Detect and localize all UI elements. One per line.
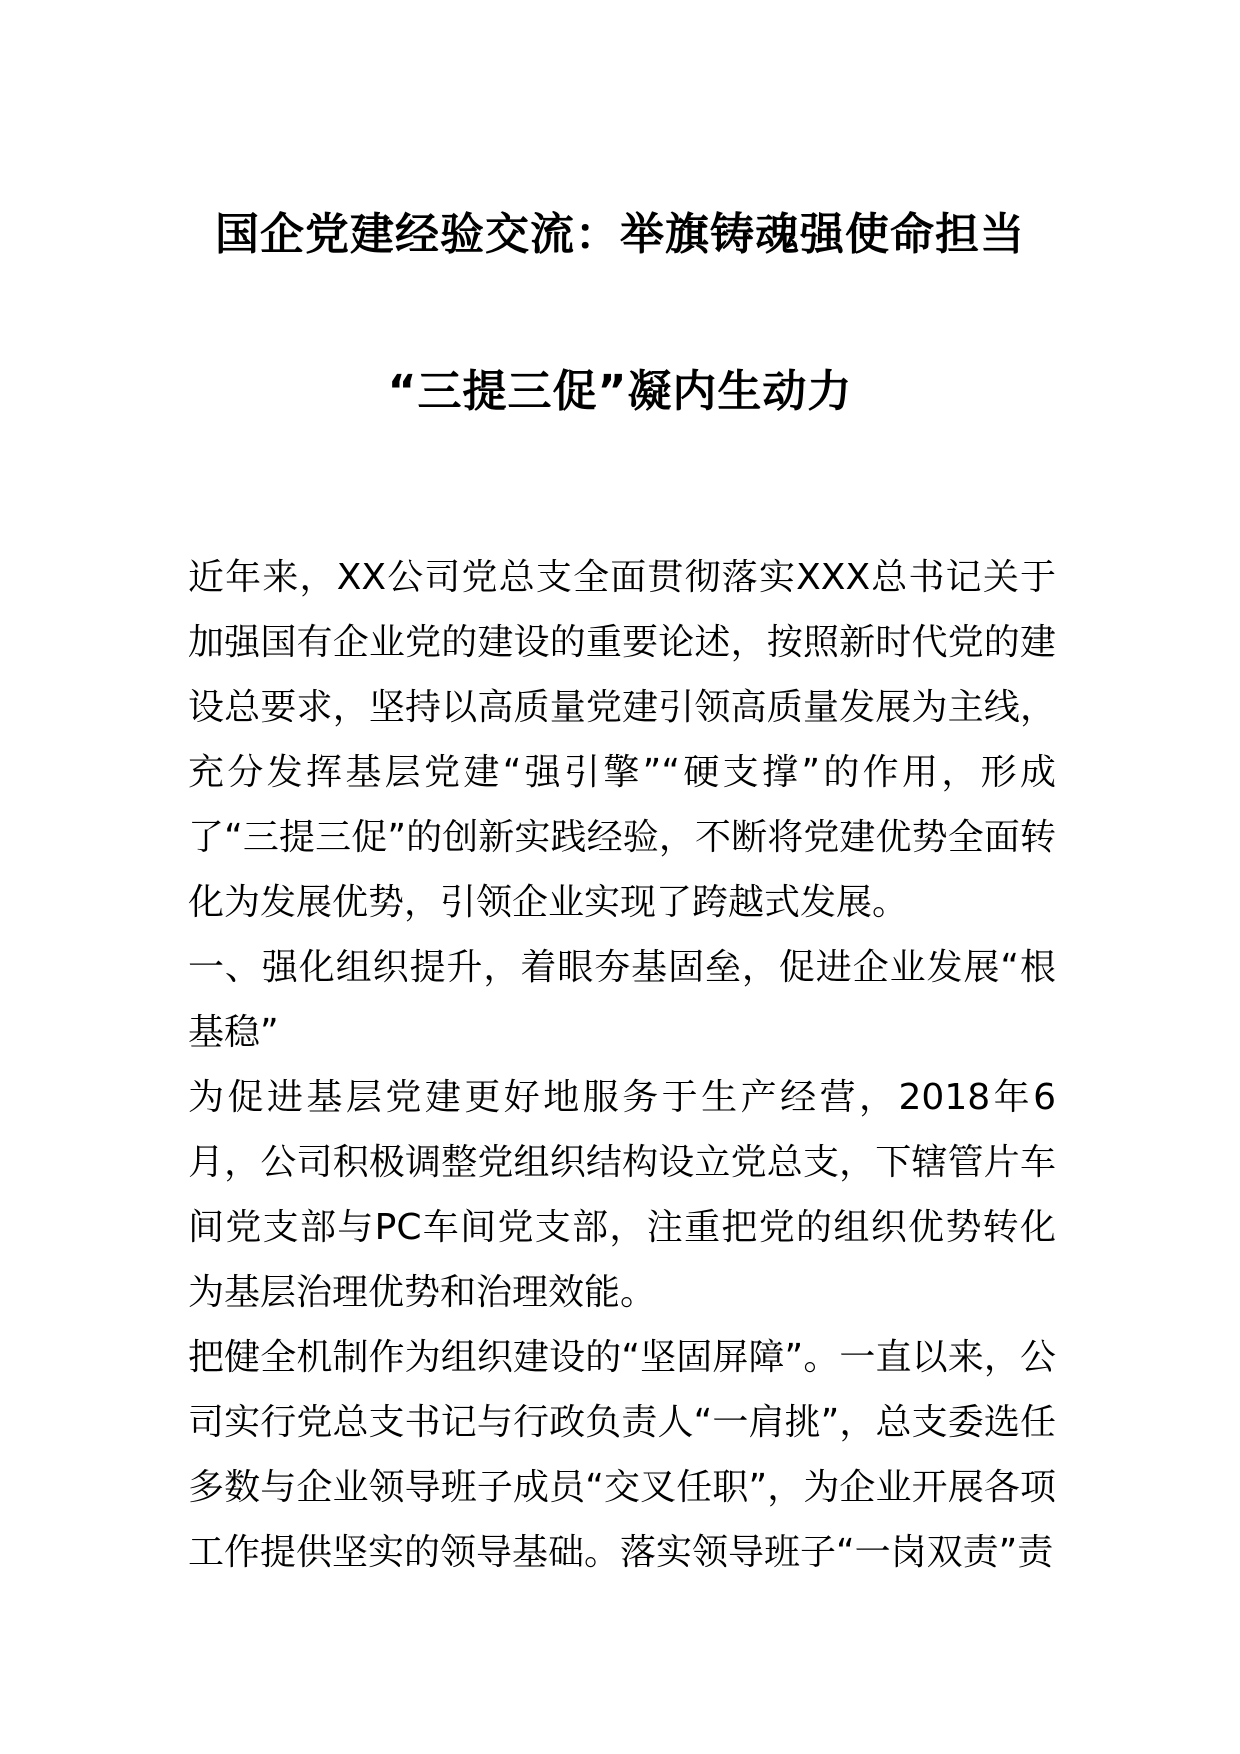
intro-paragraph: 近年来，XX公司党总支全面贯彻落实XXX总书记关于加强国有企业党的建设的重要论述，按照新时代党的建设总要求，坚持以高质量党建引领高质量发展为主线，充分发挥基层党建“强引擎”“硬支撑”的作用，形成了“三提三促”的创新实践经验，不断将党建优势全面转化为发展优势，引领企业实现了跨越式发展。 [188, 557, 1056, 923]
body-paragraph: 为促进基层党建更好地服务于生产经营，2018年6月，公司积极调整党组织结构设立党总支，下辖管片车间党支部与PC车间党支部，注重把党的组织优势转化为基层治理优势和治理效能。 [188, 1077, 1056, 1313]
section-heading-1: 一、强化组织提升，着眼夯基固垒，促进企业发展“根基稳” [188, 947, 1056, 1053]
body-paragraph: 把健全机制作为组织建设的“坚固屏障”。一直以来，公司实行党总支书记与行政负责人“一肩挑”，总支委选任多数与企业领导班子成员“交叉任职”，为企业开展各项工作提供坚实的领导基础。落实领导班子“一岗双责”责 [188, 1337, 1056, 1573]
document-body [188, 545, 1056, 1585]
document-title-line2: “三提三促”凝内生动力 [387, 366, 853, 417]
document-title-line1: 国企党建经验交流：举旗铸魂强使命担当 [215, 209, 1025, 260]
